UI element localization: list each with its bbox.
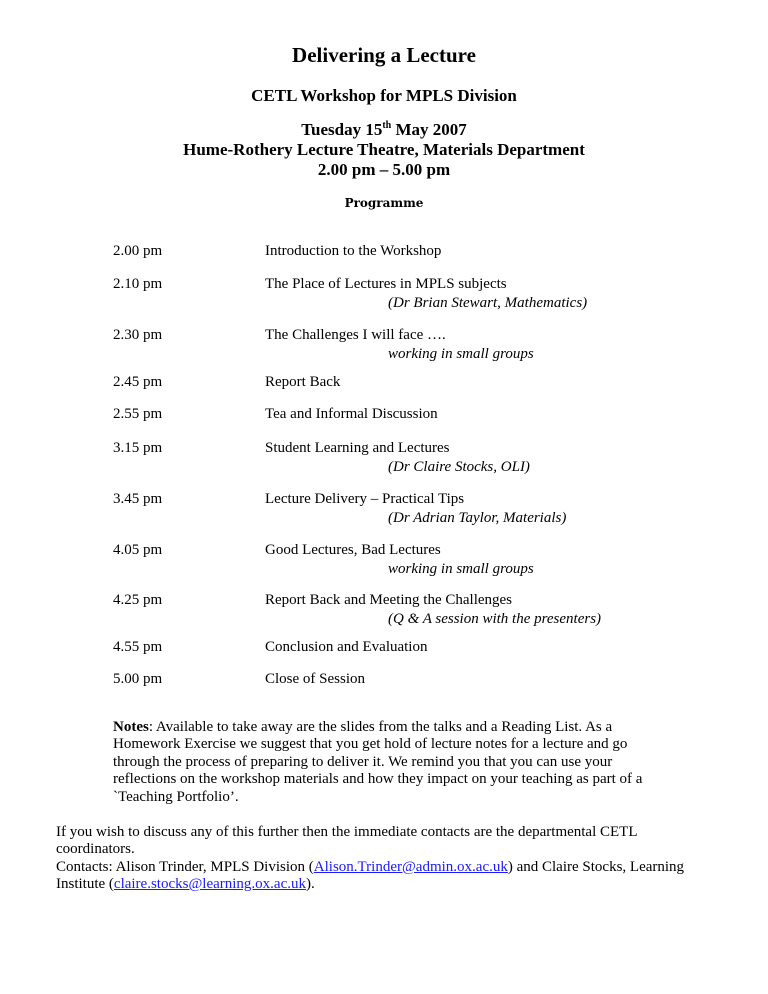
schedule-activity: The Challenges I will face …. [265, 327, 446, 343]
schedule-activity: Conclusion and Evaluation [265, 639, 428, 655]
contacts-suffix: ). [305, 876, 315, 893]
page-title: Delivering a Lecture [292, 43, 476, 67]
event-date-ordinal: th [382, 120, 392, 131]
event-time-range: 2.00 pm – 5.00 pm [317, 160, 451, 179]
event-info [0, 120, 768, 180]
workshop-subtitle: CETL Workshop for MPLS Division [251, 86, 517, 105]
schedule-activity: Lecture Delivery – Practical Tips [265, 491, 465, 507]
schedule-presenter: working in small groups [388, 561, 534, 577]
contact-details [56, 859, 716, 894]
event-date-prefix: Tuesday 15 [301, 120, 383, 139]
email-link-alison[interactable]: Alison.Trinder@admin.ox.ac.uk [313, 858, 508, 875]
contact-footer [56, 824, 716, 894]
schedule-time: 2.45 pm [113, 374, 163, 390]
contacts-middle: ) and Claire Stocks, Learning Institute ( [56, 858, 685, 893]
schedule-activity: Introduction to the Workshop [265, 243, 442, 259]
notes-text: : Available to take away are the slides from the talks and a Reading List. As a Homework Exercise we suggest that you get hold of lecture notes for a lecture and go through the process of preparing to deliver it. We remind you that you can use your reflections on the workshop materials and how they impact on your teaching as part of a `Teaching Portfolio’. [113, 719, 643, 805]
event-date-suffix: May 2007 [391, 120, 467, 139]
email-link-claire[interactable]: claire.stocks@learning.ox.ac.uk [113, 876, 306, 893]
schedule-activity: Report Back and Meeting the Challenges [265, 592, 513, 608]
schedule-time: 4.55 pm [113, 639, 163, 655]
schedule-time: 5.00 pm [113, 671, 163, 687]
schedule-time: 2.00 pm [113, 243, 163, 259]
schedule-time: 4.25 pm [113, 592, 163, 608]
event-date [0, 120, 768, 140]
schedule-presenter: (Dr Claire Stocks, OLI) [388, 459, 530, 475]
schedule-presenter: (Dr Brian Stewart, Mathematics) [388, 295, 588, 311]
schedule-time: 2.55 pm [113, 406, 163, 422]
schedule-activity: Student Learning and Lectures [265, 440, 450, 456]
schedule-presenter: (Dr Adrian Taylor, Materials) [388, 510, 567, 526]
notes-paragraph [113, 719, 673, 806]
schedule-time: 2.10 pm [113, 276, 163, 292]
schedule-time: 2.30 pm [113, 327, 163, 343]
schedule-activity: Good Lectures, Bad Lectures [265, 542, 441, 558]
schedule-presenter: (Q & A session with the presenters) [388, 611, 602, 627]
notes-label: Notes [113, 719, 149, 735]
event-venue: Hume-Rothery Lecture Theatre, Materials Department [183, 140, 585, 159]
schedule-activity: The Place of Lectures in MPLS subjects [265, 276, 507, 292]
schedule-time: 4.05 pm [113, 542, 163, 558]
schedule-time: 3.45 pm [113, 491, 163, 507]
schedule-activity: Close of Session [265, 671, 366, 687]
contact-intro: If you wish to discuss any of this further then the immediate contacts are the departmental CETL coordinators. [56, 824, 637, 858]
programme-heading: Programme [344, 196, 424, 210]
schedule-activity: Report Back [265, 374, 341, 390]
contacts-prefix: Contacts: Alison Trinder, MPLS Division ( [56, 858, 314, 875]
schedule-time: 3.15 pm [113, 440, 163, 456]
schedule-presenter: working in small groups [388, 346, 534, 362]
schedule-activity: Tea and Informal Discussion [265, 406, 438, 422]
